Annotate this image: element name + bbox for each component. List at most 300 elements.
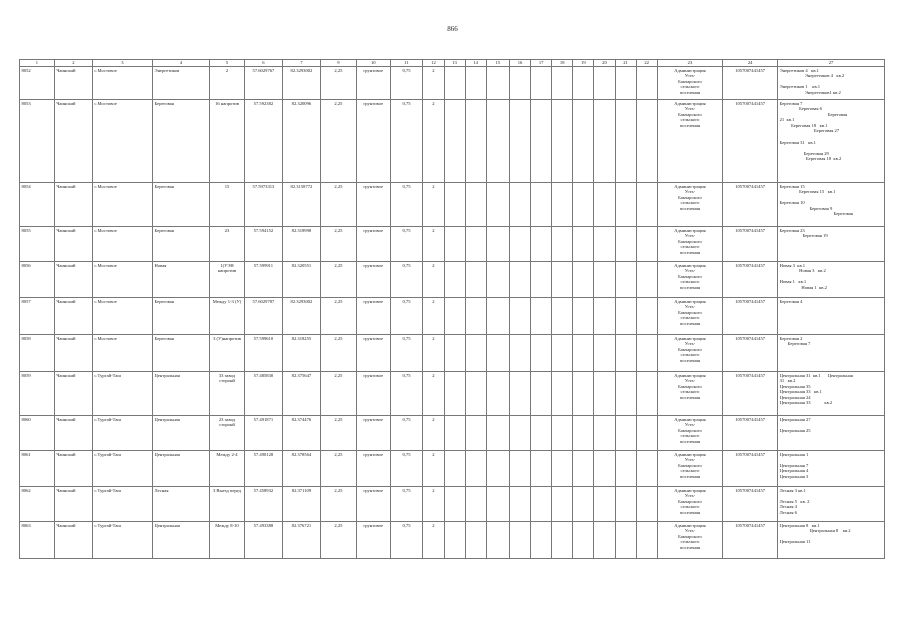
table-cell (778, 100, 885, 183)
table-cell (54, 335, 92, 372)
cell-text: 2 (432, 100, 435, 106)
table-cell (20, 522, 55, 559)
table-cell (444, 487, 465, 522)
cell-text: грунтовое (363, 487, 384, 493)
table-cell (486, 262, 509, 298)
table-cell (210, 335, 245, 372)
cell-text: грунтовое (363, 522, 384, 528)
table-cell (423, 451, 444, 487)
table-cell (92, 416, 152, 451)
table-cell (636, 67, 657, 100)
table-cell (444, 451, 465, 487)
table-cell (153, 372, 210, 416)
cell-text: 57.490128 (253, 451, 274, 457)
cell-text: грунтовое (363, 372, 384, 378)
cell-text: с.Мостовое (94, 335, 117, 341)
cell-text: 8052 (21, 67, 31, 73)
cell-text: грунтовое (363, 100, 384, 106)
cell-text: 0,75 (402, 451, 411, 457)
cell-text: 2,25 (334, 335, 343, 341)
table-cell (531, 335, 552, 372)
cell-text: 57.592382 (253, 100, 274, 106)
table-cell (423, 298, 444, 335)
table-cell (636, 487, 657, 522)
table-cell (20, 416, 55, 451)
cell-text: 2 (432, 183, 435, 189)
table-cell (657, 227, 722, 262)
column-number: 4 (153, 60, 210, 67)
table-row (20, 298, 885, 335)
table-cell (594, 335, 615, 372)
table-cell (486, 335, 509, 372)
cell-text: Чаинский (56, 416, 76, 422)
table-cell (320, 262, 356, 298)
cell-text: Администрация Усть- Бакчарского сельского поселения (674, 335, 706, 363)
cell-text: с.Мостовое (94, 262, 117, 268)
cell-text: 8058 (21, 335, 31, 341)
cell-text: 57.485830 (253, 372, 274, 378)
table-cell (54, 262, 92, 298)
table-cell (723, 298, 778, 335)
cell-text: 57.599911 (253, 262, 274, 268)
table-cell (390, 67, 423, 100)
column-number: 7 (282, 60, 320, 67)
table-cell (778, 335, 885, 372)
table-cell (615, 416, 636, 451)
table-cell (54, 372, 92, 416)
table-cell (20, 451, 55, 487)
table-cell (594, 227, 615, 262)
cell-text: Между 2-4 (216, 451, 238, 457)
table-cell (210, 522, 245, 559)
cell-text: 1057007441457 (735, 416, 766, 422)
table-cell (444, 372, 465, 416)
cell-text: 82.378564 (291, 451, 312, 457)
cell-text: 2 (432, 416, 435, 422)
cell-text: грунтовое (363, 451, 384, 457)
table-cell (509, 298, 530, 335)
table-row (20, 335, 885, 372)
cell-text: 0,75 (402, 335, 411, 341)
table-cell (552, 183, 573, 227)
table-cell (423, 335, 444, 372)
table-cell (92, 522, 152, 559)
table-cell (20, 183, 55, 227)
cell-text: 57.493388 (253, 522, 274, 528)
table-cell (282, 487, 320, 522)
table-cell (657, 451, 722, 487)
cell-text: 82.320096 (291, 100, 312, 106)
table-cell (20, 298, 55, 335)
table-cell (723, 227, 778, 262)
table-cell (486, 416, 509, 451)
table-cell (723, 100, 778, 183)
cell-text: 2 (432, 335, 435, 341)
table-cell (282, 100, 320, 183)
registry-table (19, 59, 885, 559)
cell-text: 1057007441457 (735, 451, 766, 457)
table-cell (552, 67, 573, 100)
cell-text: 16 напротив (215, 100, 239, 106)
table-row (20, 416, 885, 451)
cell-text: 82.3158772 (290, 183, 313, 189)
cell-text: Администрация Усть- Бакчарского сельского поселения (674, 100, 706, 128)
table-cell (320, 183, 356, 227)
cell-text: 2 (432, 298, 435, 304)
cell-text: Администрация Усть- Бакчарского сельского поселения (674, 67, 706, 95)
table-cell (320, 298, 356, 335)
table-cell (778, 67, 885, 100)
table-cell (282, 416, 320, 451)
table-cell (54, 183, 92, 227)
column-number: 18 (552, 60, 573, 67)
table-cell (465, 451, 486, 487)
table-cell (20, 67, 55, 100)
table-cell (573, 262, 594, 298)
table-cell (573, 67, 594, 100)
table-cell (423, 183, 444, 227)
table-cell (390, 298, 423, 335)
table-cell (244, 416, 282, 451)
cell-text: с.Тургай-Таш (94, 372, 121, 378)
cell-text: 8057 (21, 298, 31, 304)
table-row (20, 451, 885, 487)
cell-text: 82.3293002 (290, 67, 313, 73)
table-cell (531, 451, 552, 487)
table-cell (390, 451, 423, 487)
table-cell (486, 183, 509, 227)
table-cell (390, 335, 423, 372)
table-cell (552, 262, 573, 298)
table-cell (594, 67, 615, 100)
table-cell (465, 522, 486, 559)
cell-text: 0,75 (402, 522, 411, 528)
table-cell (657, 335, 722, 372)
table-cell (444, 183, 465, 227)
table-cell (465, 183, 486, 227)
cell-text: Администрация Усть- Бакчарского сельского поселения (674, 183, 706, 211)
table-cell (444, 335, 465, 372)
cell-text: 82.3293002 (290, 298, 313, 304)
cell-text: Между 1-3 (У) (212, 298, 242, 304)
table-cell (465, 227, 486, 262)
table-row (20, 522, 885, 559)
table-cell (320, 372, 356, 416)
table-cell (320, 416, 356, 451)
cell-text: 8056 (21, 262, 31, 268)
cell-text: Чаинский (56, 183, 76, 189)
table-cell (20, 372, 55, 416)
table-cell (615, 100, 636, 183)
table-cell (594, 100, 615, 183)
table-cell (153, 262, 210, 298)
table-cell (486, 298, 509, 335)
table-cell (778, 183, 885, 227)
table-cell (509, 335, 530, 372)
cell-text: 8055 (21, 227, 31, 233)
table-cell (244, 227, 282, 262)
cell-text: 57.5973313 (252, 183, 275, 189)
cell-text: 2,25 (334, 416, 343, 422)
table-cell (390, 227, 423, 262)
cell-text: 0,75 (402, 372, 411, 378)
table-cell (244, 100, 282, 183)
table-cell (594, 487, 615, 522)
table-cell (573, 227, 594, 262)
cell-text: 8063 (21, 522, 31, 528)
cell-text: грунтовое (363, 298, 384, 304)
cell-text: 8062 (21, 487, 31, 493)
table-cell (615, 227, 636, 262)
cell-text: 0,75 (402, 487, 411, 493)
cell-text: с.Тургай-Таш (94, 416, 121, 422)
cell-text: Центральная (154, 522, 180, 528)
cell-text: 1057007441457 (735, 522, 766, 528)
table-cell (636, 227, 657, 262)
table-cell (153, 487, 210, 522)
table-cell (320, 100, 356, 183)
table-cell (657, 416, 722, 451)
table-cell (552, 522, 573, 559)
table-cell (92, 298, 152, 335)
cell-text: 82.375647 (291, 372, 312, 378)
cell-text: Береговая (154, 227, 174, 233)
table-cell (390, 262, 423, 298)
table-cell (509, 183, 530, 227)
table-row (20, 100, 885, 183)
table-cell (509, 372, 530, 416)
table-cell (153, 335, 210, 372)
column-number: 11 (390, 60, 423, 67)
cell-text: 1057007441457 (735, 298, 766, 304)
cell-text: грунтовое (363, 262, 384, 268)
cell-text: Центральная 1 Центральная 7 Центральная 4 Центральная 3 (779, 451, 809, 479)
table-cell (153, 183, 210, 227)
table-cell (486, 451, 509, 487)
table-cell (153, 67, 210, 100)
table-cell (509, 522, 530, 559)
table-cell (531, 183, 552, 227)
cell-text: Чаинский (56, 100, 76, 106)
cell-text: Центральная (154, 372, 180, 378)
table-cell (486, 100, 509, 183)
table-cell (92, 100, 152, 183)
cell-text: Центральная 8 кв.1 Центральная 8 кв.2 Центральная 11 (779, 522, 851, 545)
cell-text: Центральная (154, 451, 180, 457)
cell-text: с.Мостовое (94, 100, 117, 106)
table-cell (320, 451, 356, 487)
table-cell (54, 451, 92, 487)
table-cell (92, 227, 152, 262)
table-row (20, 67, 885, 100)
cell-text: 2 (225, 67, 229, 73)
cell-text: 0,75 (402, 67, 411, 73)
table-cell (552, 227, 573, 262)
table-cell (615, 183, 636, 227)
cell-text: Администрация Усть- Бакчарского сельского поселения (674, 298, 706, 326)
table-cell (320, 67, 356, 100)
table-cell (390, 522, 423, 559)
table-cell (153, 451, 210, 487)
table-cell (531, 522, 552, 559)
table-cell (54, 416, 92, 451)
table-row (20, 227, 885, 262)
table-cell (531, 372, 552, 416)
cell-text: грунтовое (363, 67, 384, 73)
table-cell (153, 522, 210, 559)
table-cell (636, 262, 657, 298)
table-cell (573, 183, 594, 227)
table-cell (723, 183, 778, 227)
table-cell (92, 335, 152, 372)
cell-text: 8059 (21, 372, 31, 378)
cell-text: 0,75 (402, 183, 411, 189)
table-cell (615, 451, 636, 487)
cell-text: 2,25 (334, 298, 343, 304)
table-cell (54, 298, 92, 335)
table-cell (54, 522, 92, 559)
table-cell (444, 522, 465, 559)
cell-text: 2,25 (334, 451, 343, 457)
column-number: 24 (723, 60, 778, 67)
table-cell (356, 100, 390, 183)
cell-text: Береговая (154, 335, 174, 341)
cell-text: 82.374476 (291, 416, 312, 422)
table-cell (594, 522, 615, 559)
table-cell (210, 227, 245, 262)
table-cell (423, 262, 444, 298)
table-cell (509, 416, 530, 451)
table-cell (723, 451, 778, 487)
table-cell (282, 298, 320, 335)
column-number: 10 (356, 60, 390, 67)
table-cell (92, 487, 152, 522)
cell-text: 33 завод сторонй (218, 372, 236, 384)
cell-text: Чаинский (56, 262, 76, 268)
cell-text: с.Тургай-Таш (94, 487, 121, 493)
table-cell (509, 100, 530, 183)
table-cell (356, 335, 390, 372)
table-cell (244, 298, 282, 335)
column-number: 16 (509, 60, 530, 67)
cell-text: Администрация Усть- Бакчарского сельского поселения (674, 416, 706, 444)
cell-text: с.Мостовое (94, 183, 117, 189)
column-number: 6 (244, 60, 282, 67)
table-cell (320, 487, 356, 522)
table-cell (320, 227, 356, 262)
cell-text: 0,75 (402, 262, 411, 268)
cell-text: 0,75 (402, 100, 411, 106)
cell-text: Центральная 31 кв.1 Центральная 31 кв.2 Центральная 35 Центральная 33 кв.1 Центральная 24 Центральная 33 кв.2 (779, 372, 853, 406)
table-cell (465, 298, 486, 335)
cell-text: Администрация Усть- Бакчарского сельского поселения (674, 227, 706, 255)
table-cell (356, 183, 390, 227)
cell-text: 8061 (21, 451, 31, 457)
cell-text: Администрация Усть- Бакчарского сельского поселения (674, 487, 706, 515)
table-cell (657, 100, 722, 183)
table-cell (390, 100, 423, 183)
cell-text: 15 (224, 183, 230, 189)
cell-text: с.Тургай-Таш (94, 522, 121, 528)
cell-text: Береговая (154, 298, 174, 304)
table-cell (465, 416, 486, 451)
cell-text: 57.594152 (253, 227, 274, 233)
table-cell (153, 298, 210, 335)
cell-text: 3 Выезд перед (212, 487, 242, 493)
cell-text: Энергетиков 4 кв.1 Энергетиков 4 кв.2 Энергетиков 1 кв.1 Энергетиков1 кв.2 (779, 67, 845, 95)
table-cell (531, 298, 552, 335)
cell-text: 0,75 (402, 416, 411, 422)
table-cell (594, 372, 615, 416)
cell-text: 82.318255 (291, 335, 312, 341)
table-cell (636, 298, 657, 335)
cell-text: 2 (432, 487, 435, 493)
cell-text: грунтовое (363, 416, 384, 422)
table-cell (657, 522, 722, 559)
table-cell (531, 67, 552, 100)
cell-text: 57.6029767 (252, 67, 275, 73)
table-cell (723, 67, 778, 100)
cell-text: грунтовое (363, 335, 384, 341)
table-cell (573, 451, 594, 487)
table-cell (531, 100, 552, 183)
table-cell (390, 416, 423, 451)
cell-text: Береговая 7 Береговая 6 Береговая 21 кв.1 Береговая 18 кв.1 Береговая 27 Береговая 31 кв.1 Береговая 29 Береговая 18 кв.2 (779, 100, 848, 162)
column-number-row (20, 60, 885, 67)
table-cell (244, 522, 282, 559)
table-cell (92, 67, 152, 100)
table-cell (444, 67, 465, 100)
table-cell (465, 67, 486, 100)
cell-text: 1057007441457 (735, 487, 766, 493)
table-cell (356, 522, 390, 559)
table-cell (210, 487, 245, 522)
column-number: 21 (615, 60, 636, 67)
table-cell (54, 227, 92, 262)
cell-text: 57.491871 (253, 416, 274, 422)
table-cell (244, 335, 282, 372)
table-cell (423, 522, 444, 559)
cell-text: 8053 (21, 100, 31, 106)
table-row (20, 183, 885, 227)
cell-text: 2 (432, 227, 435, 233)
cell-text: 1057007441457 (735, 67, 766, 73)
table-cell (552, 487, 573, 522)
table-cell (636, 522, 657, 559)
table-cell (573, 487, 594, 522)
table-cell (320, 335, 356, 372)
table-cell (552, 372, 573, 416)
cell-text: 2,25 (334, 372, 343, 378)
table-cell (320, 522, 356, 559)
table-cell (282, 522, 320, 559)
table-cell (509, 487, 530, 522)
table-cell (636, 335, 657, 372)
table-cell (356, 67, 390, 100)
cell-text: Береговая 15 Береговая 15 кв.1 Береговая 10 Береговая 9 Береговая (779, 183, 853, 217)
table-cell (20, 262, 55, 298)
table-cell (20, 335, 55, 372)
table-cell (615, 298, 636, 335)
table-cell (210, 183, 245, 227)
table-cell (657, 262, 722, 298)
table-cell (282, 227, 320, 262)
table-cell (444, 262, 465, 298)
table-cell (573, 372, 594, 416)
table-cell (356, 262, 390, 298)
table-cell (423, 67, 444, 100)
cell-text: с.Тургай-Таш (94, 451, 121, 457)
